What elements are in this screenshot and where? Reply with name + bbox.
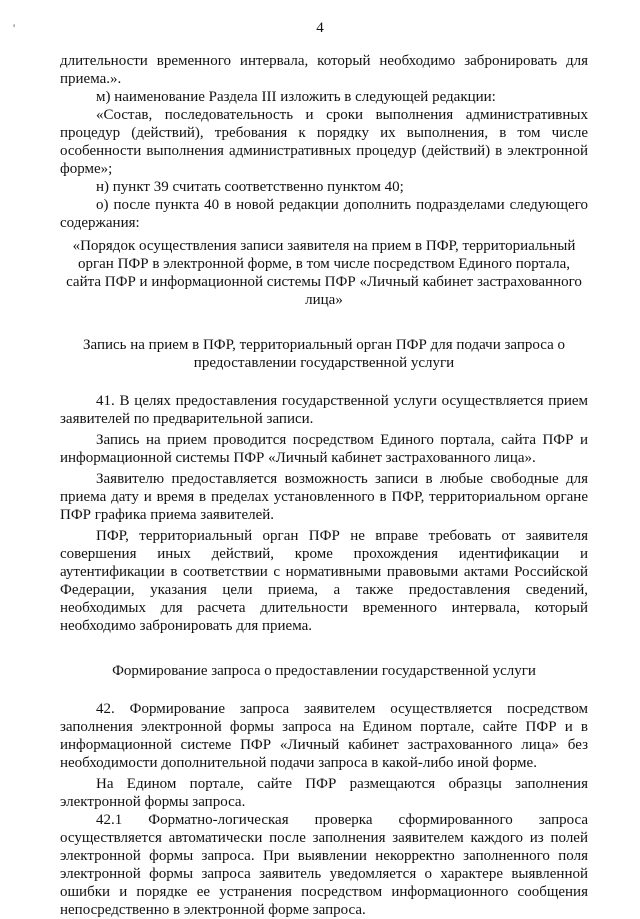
paragraph: 42. Формирование запроса заявителем осуществляется посредством заполнения электронной формы запроса на Едином портале, сайте ПФР и в информационной системе ПФР «Личный кабинет застрахованного лица» без необходимости дополнительной подачи запроса в какой-либо иной форме. — [60, 701, 588, 771]
paragraph: 42.1 Форматно-логическая проверка сформированного запроса осуществляется автоматически после заполнения заявителем каждого из полей электронной формы запроса. При выявлении некорректно заполненного поля электронной формы запроса заявитель уведомляется о характере выявленной ошибки и порядке ее устранения посредством информационного сообщения непосредственно в электронной форме запроса. — [60, 812, 588, 918]
paragraph: о) после пункта 40 в новой редакции дополнить подразделами следующего содержания: — [60, 197, 588, 231]
corner-mark: ' — [13, 21, 16, 35]
paragraph: длительности временного интервала, который необходимо забронировать для приема.». — [60, 53, 588, 87]
paragraph: «Состав, последовательность и сроки выполнения административных процедур (действий), требования к порядку их выполнения, в том числе особенности выполнения административных процедур (действий) в электронной форме»; — [60, 107, 588, 177]
paragraph: 41. В целях предоставления государственной услуги осуществляется прием заявителей по предварительной записи. — [60, 393, 588, 427]
paragraph: Запись на прием проводится посредством Единого портала, сайта ПФР и информационной системы ПФР «Личный кабинет застрахованного лица». — [60, 432, 588, 466]
quoted-section-title: «Порядок осуществления записи заявителя на прием в ПФР, территориальный орган ПФР в электронной форме, в том числе посредством Единого портала, сайта ПФР и информационной системы ПФР «Личный кабинет застрахованного лица» — [66, 238, 582, 308]
paragraph: На Едином портале, сайте ПФР размещаются образцы заполнения электронной формы запроса. — [60, 776, 588, 810]
page-number: 4 — [316, 20, 324, 36]
section-heading: Формирование запроса о предоставлении государственной услуги — [112, 663, 536, 679]
paragraph: м) наименование Раздела III изложить в следующей редакции: — [96, 89, 496, 105]
paragraph: ПФР, территориальный орган ПФР не вправе требовать от заявителя совершения иных действий, кроме прохождения идентификации и аутентификации в соответствии с нормативными правовыми актами Российской Федерации, указания цели приема, а также предоставления сведений, необходимых для расчета длительности временного интервала, который необходимо забронировать для приема. — [60, 528, 588, 634]
paragraph: н) пункт 39 считать соответственно пунктом 40; — [96, 179, 404, 195]
paragraph: Заявителю предоставляется возможность записи в любые свободные для приема дату и время в пределах установленного в ПФР, территориальном органе ПФР графика приема заявителей. — [60, 471, 588, 523]
document-body — [60, 52, 588, 919]
section-heading: Запись на прием в ПФР, территориальный орган ПФР для подачи запроса о предоставлении государственной услуги — [82, 337, 566, 371]
